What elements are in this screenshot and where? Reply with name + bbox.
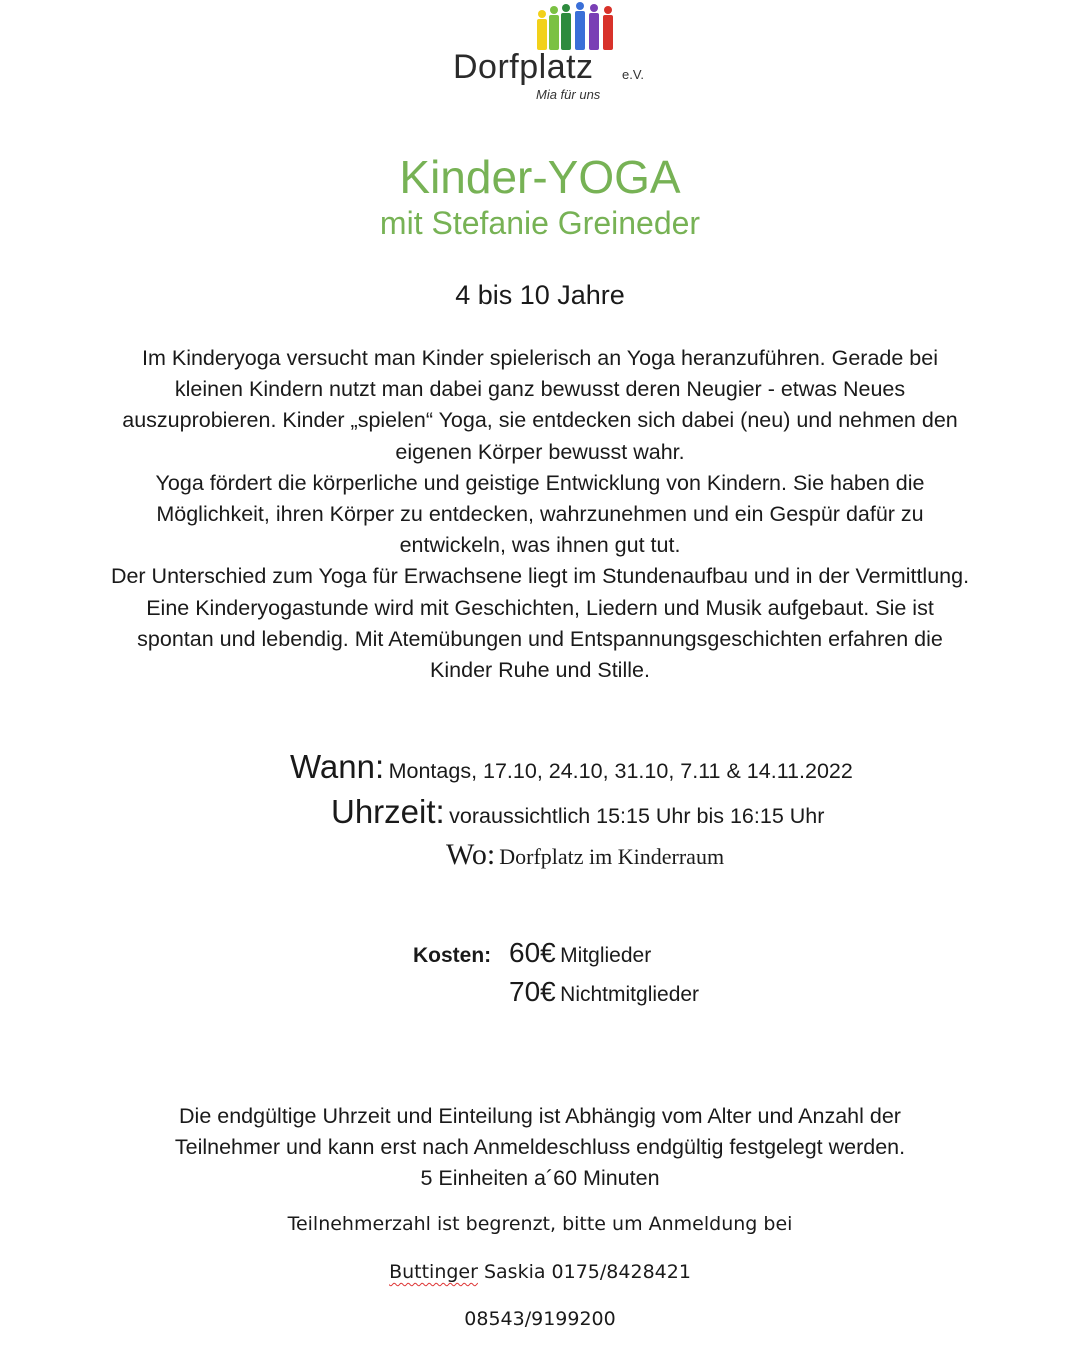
price-group: Mitglieder: [560, 944, 652, 967]
description-paragraph: Der Unterschied zum Yoga für Erwachsene liegt im Stundenaufbau und in der Vermittlung. Eine Kinderyogastunde wird mit Geschichten, Liedern und Musik aufgebaut. Sie ist spontan und lebendig. Mit Atemübungen und Entspannungsgeschichten erfahren die Kinder Ruhe und Stille.: [110, 564, 970, 683]
logo-suffix: e.V.: [622, 67, 644, 82]
course-description: [110, 343, 970, 686]
kosten-label: Kosten:: [413, 944, 492, 967]
description-paragraph: Im Kinderyoga versucht man Kinder spielerisch an Yoga heranzuführen. Gerade bei kleinen Kindern nutzt man dabei ganz bewusst deren Neugier - etwas Neues auszuprobieren. Kinder „spielen“ Yoga, sie entdecken sich dabei (neu) und nehmen den eigenen Körper bewusst wahr.: [122, 346, 958, 464]
note-line: Die endgültige Uhrzeit und Einteilung ist Abhängig vom Alter und Anzahl der: [179, 1104, 901, 1128]
figure-body: [603, 15, 613, 50]
figure-body: [575, 11, 585, 50]
figure-head: [562, 4, 570, 12]
price-non-members: [509, 976, 699, 1008]
organization-logo: [450, 0, 660, 105]
wann-label: Wann:: [290, 748, 385, 785]
wo-value: Dorfplatz im Kinderraum: [499, 844, 725, 869]
figure-body: [589, 13, 599, 50]
figure-head: [550, 6, 558, 14]
description-paragraph: Yoga fördert die körperliche und geistige Entwicklung von Kindern. Sie haben die Möglichkeit, ihren Körper zu entdecken, wahrzunehmen und ein Gespür dafür zu entwickeln, was ihnen gut tut.: [155, 470, 925, 558]
page-subtitle: mit Stefanie Greineder: [379, 205, 701, 241]
contact-phone: 08543/9199200: [464, 1308, 616, 1330]
contact-surname: Buttinger: [389, 1261, 478, 1283]
registration-note: Teilnehmerzahl ist begrenzt, bitte um Anmeldung bei: [287, 1213, 793, 1235]
wann-value: Montags, 17.10, 24.10, 31.10, 7.11 & 14.11.2022: [388, 759, 853, 783]
info-row-uhrzeit: [331, 793, 824, 831]
price-members: [509, 937, 651, 969]
logo-name: Dorfplatz: [453, 48, 594, 86]
price-amount: 60€: [509, 937, 556, 968]
price-group: Nichtmitglieder: [560, 983, 700, 1006]
figure-body: [561, 13, 571, 50]
contact-person: [0, 1261, 1080, 1283]
note-line: Teilnehmer und kann erst nach Anmeldeschluss endgültig festgelegt werden.: [174, 1135, 906, 1160]
age-range: 4 bis 10 Jahre: [455, 280, 625, 310]
logo-tagline: Mia für uns: [536, 87, 601, 102]
page-title: Kinder-YOGA: [399, 151, 681, 203]
figure-head: [576, 2, 584, 10]
wo-label: Wo:: [446, 838, 496, 871]
info-row-wo: [446, 838, 724, 872]
uhrzeit-value: voraussichtlich 15:15 Uhr bis 16:15 Uhr: [449, 804, 825, 828]
figure-body: [537, 19, 547, 50]
figure-head: [604, 6, 612, 14]
people-figures-icon: [536, 0, 618, 50]
figure-head: [590, 4, 598, 12]
figure-body: [549, 15, 559, 50]
schedule-note: [0, 1101, 1080, 1195]
price-amount: 70€: [509, 976, 556, 1007]
figure-head: [538, 10, 546, 18]
info-row-wann: [290, 748, 853, 786]
note-line: 5 Einheiten a´60 Minuten: [420, 1166, 660, 1191]
uhrzeit-label: Uhrzeit:: [331, 793, 445, 830]
contact-name-and-phone: Saskia 0175/8428421: [477, 1261, 691, 1283]
